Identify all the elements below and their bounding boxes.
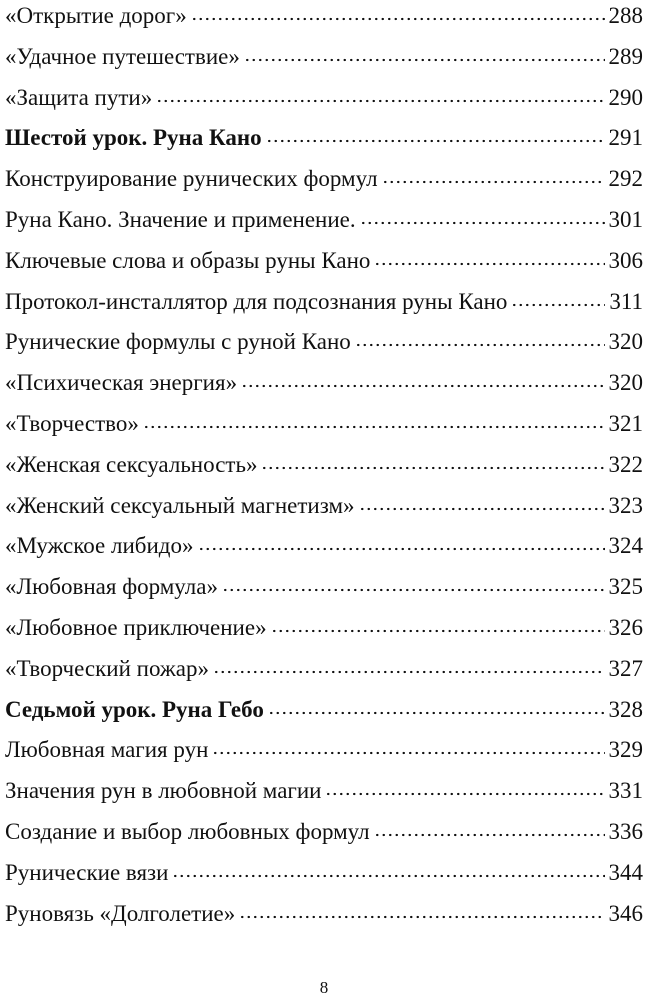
toc-entry [5, 857, 643, 898]
toc-entry [5, 41, 643, 82]
toc-entry-title: Шестой урок. Руна Кано [5, 125, 262, 151]
dot-leader [244, 58, 605, 62]
toc-entry [5, 245, 643, 286]
toc-entry-title: Любовная магия рун [5, 737, 209, 763]
dot-leader [241, 384, 604, 388]
toc-entry [5, 775, 643, 816]
toc-entry-title: Ключевые слова и образы руны Кано [5, 247, 371, 273]
toc-entry [5, 612, 643, 653]
dot-leader [191, 17, 605, 21]
toc-chapter-entry [5, 122, 643, 163]
toc-entry-page: 326 [608, 614, 643, 640]
toc-entry [5, 82, 643, 123]
dot-leader [198, 547, 605, 551]
toc-entry-page: 301 [608, 206, 643, 232]
toc-entry-title: Рунические формулы с руной Кано [5, 329, 351, 355]
toc-chapter-entry [5, 694, 643, 735]
toc-entry-title: «Творческий пожар» [5, 655, 209, 681]
toc-entry-page: 327 [608, 655, 643, 681]
toc-entry-page: 322 [608, 451, 643, 477]
table-of-contents [5, 0, 643, 938]
dot-leader [325, 792, 604, 796]
toc-entry-page: 311 [609, 288, 643, 314]
toc-entry-page: 289 [608, 43, 643, 69]
toc-entry-page: 291 [608, 125, 643, 151]
toc-entry-page: 328 [608, 696, 643, 722]
dot-leader [172, 874, 604, 878]
toc-entry-page: 331 [608, 778, 643, 804]
dot-leader [222, 588, 605, 592]
toc-entry-page: 346 [608, 900, 643, 926]
dot-leader [359, 507, 605, 511]
toc-entry-title: «Творчество» [5, 410, 139, 436]
toc-entry [5, 449, 643, 490]
toc-entry-title: «Мужское либидо» [5, 533, 194, 559]
toc-entry-page: 329 [608, 737, 643, 763]
dot-leader [143, 425, 605, 429]
toc-entry [5, 490, 643, 531]
dot-leader [355, 343, 605, 347]
toc-entry-page: 292 [608, 166, 643, 192]
dot-leader [239, 915, 604, 919]
toc-entry-title: «Удачное путешествие» [5, 43, 240, 69]
toc-entry-title: «Женский сексуальный магнетизм» [5, 492, 355, 518]
toc-entry-title: «Любовное приключение» [5, 614, 267, 640]
dot-leader [360, 221, 605, 225]
toc-entry-page: 324 [608, 533, 643, 559]
toc-entry-title: Создание и выбор любовных формул [5, 818, 370, 844]
toc-entry-page: 321 [608, 410, 643, 436]
toc-entry [5, 530, 643, 571]
dot-leader [266, 139, 605, 143]
toc-entry [5, 734, 643, 775]
toc-entry [5, 367, 643, 408]
dot-leader [374, 262, 604, 266]
toc-entry-page: 320 [608, 370, 643, 396]
toc-entry [5, 653, 643, 694]
toc-entry-title: «Женская сексуальность» [5, 451, 258, 477]
toc-entry [5, 163, 643, 204]
toc-entry-title: Руновязь «Долголетие» [5, 900, 236, 926]
toc-entry-page: 336 [608, 818, 643, 844]
toc-entry-page: 290 [608, 84, 643, 110]
toc-entry-page: 323 [608, 492, 643, 518]
dot-leader [271, 629, 605, 633]
toc-entry-title: Протокол-инсталлятор для подсознания руны Кано [5, 288, 508, 314]
dot-leader [511, 303, 605, 307]
toc-entry-title: Рунические вязи [5, 859, 169, 885]
dot-leader [261, 466, 604, 470]
toc-entry-page: 288 [608, 3, 643, 28]
toc-entry-page: 320 [608, 329, 643, 355]
toc-entry-title: «Защита пути» [5, 84, 153, 110]
toc-entry [5, 286, 643, 327]
toc-entry [5, 571, 643, 612]
toc-entry-title: Конструирование рунических формул [5, 166, 378, 192]
toc-entry-title: Седьмой урок. Руна Гебо [5, 696, 264, 722]
toc-entry-title: «Психическая энергия» [5, 370, 238, 396]
toc-entry [5, 326, 643, 367]
toc-entry-title: «Открытие дорог» [5, 3, 187, 28]
toc-entry [5, 898, 643, 939]
dot-leader [212, 751, 604, 755]
dot-leader [382, 180, 605, 184]
dot-leader [213, 670, 605, 674]
dot-leader [374, 833, 605, 837]
page-number: 8 [319, 978, 329, 997]
toc-entry [5, 816, 643, 857]
toc-entry-page: 306 [608, 247, 643, 273]
toc-entry-title: Руна Кано. Значение и применение. [5, 206, 356, 232]
toc-entry [5, 408, 643, 449]
toc-entry-title: Значения рун в любовной магии [5, 778, 322, 804]
toc-entry [5, 204, 643, 245]
toc-entry-page: 325 [608, 574, 643, 600]
dot-leader [268, 711, 605, 715]
toc-entry-page: 344 [608, 859, 643, 885]
dot-leader [156, 99, 604, 103]
toc-entry [5, 0, 643, 41]
toc-entry-title: «Любовная формула» [5, 574, 218, 600]
